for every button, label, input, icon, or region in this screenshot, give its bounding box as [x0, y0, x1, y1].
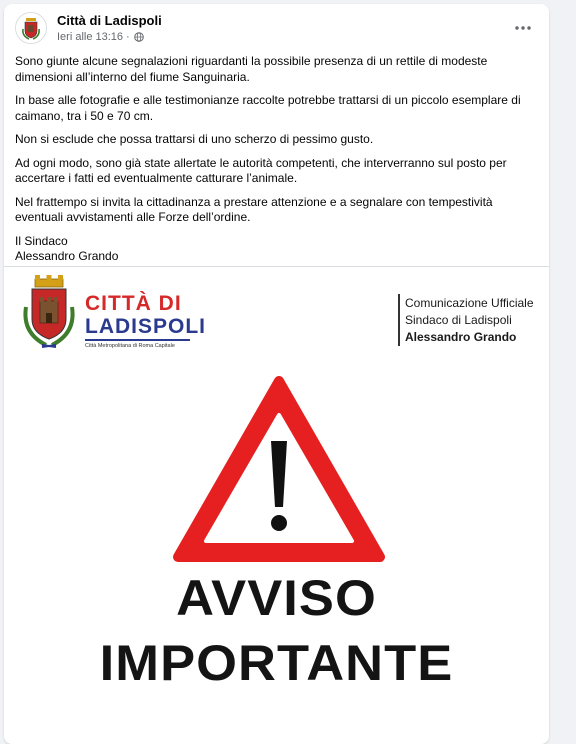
signature-role: Il Sindaco	[15, 233, 68, 248]
post-paragraph: Non si esclude che possa trattarsi di uno scherzo di pessimo gusto.	[15, 132, 374, 146]
crest-avatar-icon	[16, 13, 46, 43]
city-title-name: LADISPOLI	[85, 315, 207, 338]
globe-icon	[134, 32, 144, 42]
communication-bar	[398, 294, 400, 346]
post-paragraph: Ad ogni modo, sono già state allertate le autorità competenti, che interverranno sul posto per accertare i fatti ed eventualmente catturare l’animale.	[15, 155, 507, 185]
post-paragraph: In base alle fotografie e alle testimonianze raccolte potrebbe trattarsi di un piccolo esemplare di caimano, tra i 50 e 70 cm.	[15, 93, 521, 123]
communication-title: Comunicazione Ufficiale	[405, 296, 534, 310]
post-header	[4, 4, 549, 50]
more-options-icon	[515, 26, 531, 30]
city-crest-icon	[18, 275, 80, 361]
city-subtitle: Città Metropolitana di Roma Capitale	[85, 343, 175, 349]
communication-office: Sindaco di Ladispoli	[405, 313, 512, 327]
meta-separator: ·	[126, 31, 130, 43]
post-image[interactable]	[4, 267, 549, 744]
warning-triangle-icon	[172, 375, 386, 567]
more-options-button[interactable]	[509, 16, 537, 40]
post-card	[4, 4, 549, 744]
city-title-underline	[85, 339, 190, 341]
post-meta	[57, 31, 144, 43]
signature-name: Alessandro Grando	[15, 249, 119, 263]
headline-line-2: IMPORTANTE	[99, 635, 454, 691]
page-avatar[interactable]	[15, 12, 47, 44]
headline-line-1: AVVISO	[176, 570, 377, 626]
communication-block	[405, 295, 534, 346]
page-name-link[interactable]: Città di Ladispoli	[57, 13, 162, 28]
post-paragraph: Sono giunte alcune segnalazioni riguardanti la possibile presenza di un rettile di modeste dimensioni all’interno del fiume Sanguinaria.	[15, 54, 488, 84]
post-timestamp[interactable]: Ieri alle 13:16	[57, 31, 124, 43]
city-title-upper: CITTÀ DI	[85, 292, 182, 315]
communication-mayor: Alessandro Grando	[405, 330, 517, 344]
post-body	[15, 54, 535, 265]
post-paragraph: Nel frattempo si invita la cittadinanza a prestare attenzione e a segnalare con tempestività eventuali avvistamenti alle Forze dell’ordine.	[15, 194, 493, 224]
